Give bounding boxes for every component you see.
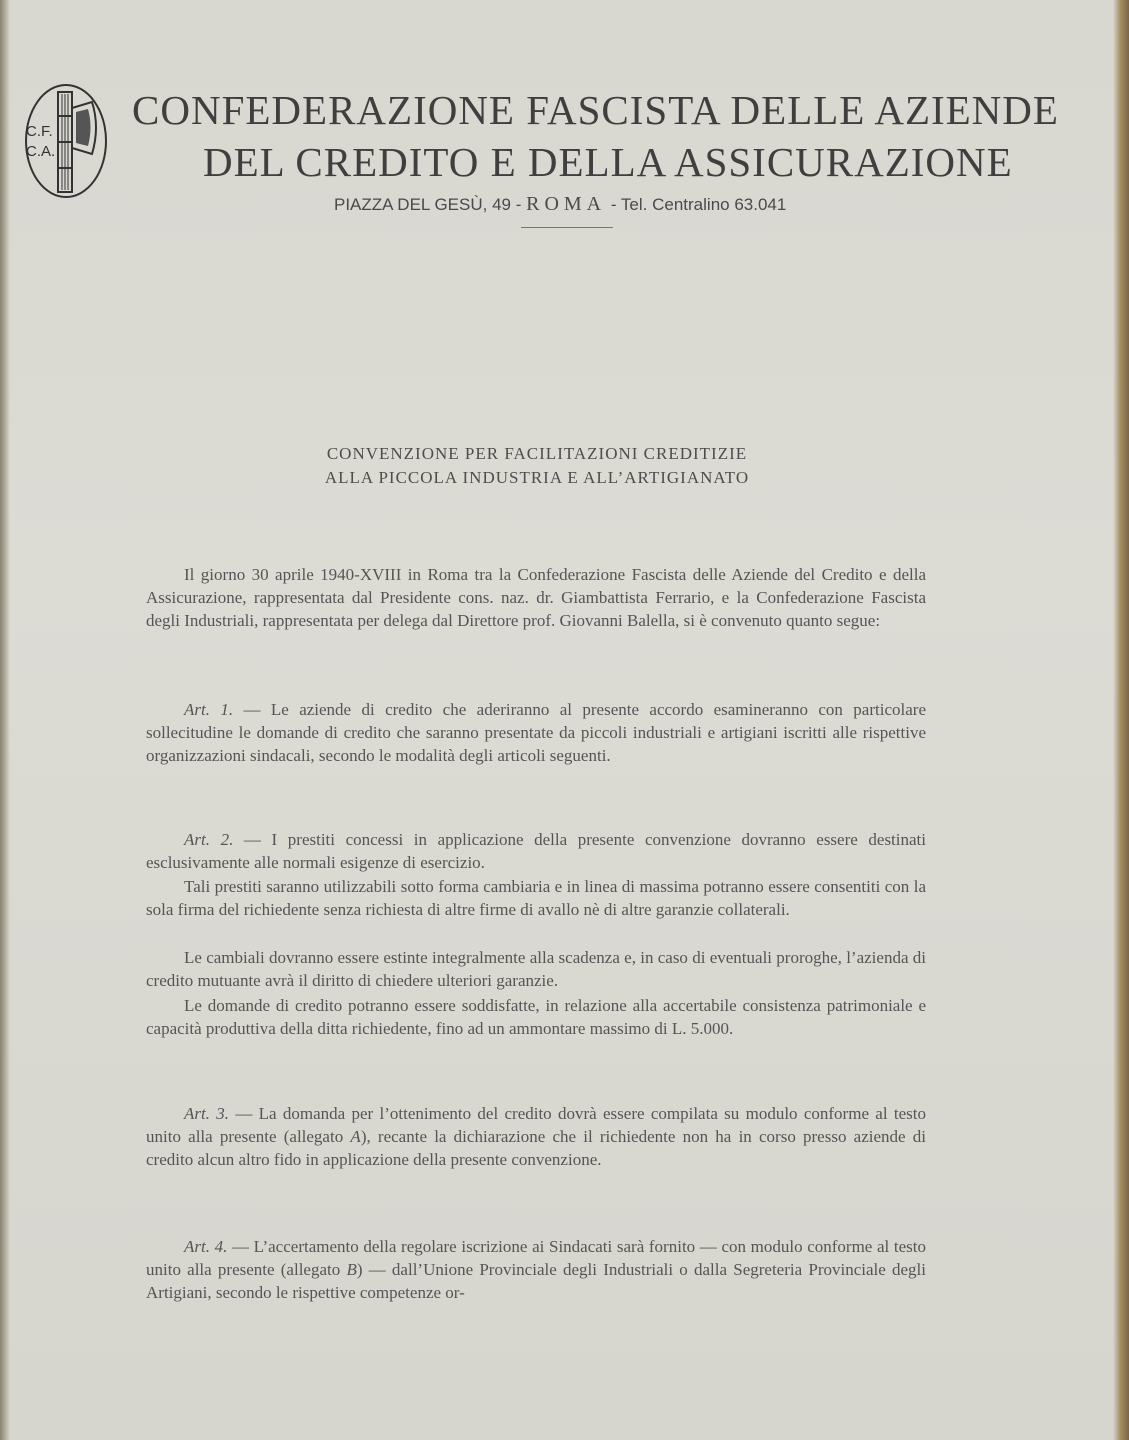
article-4-text-before: — L’accertamento della regolare iscrizione ai Sindacati sarà fornito — con modulo conforme al testo unito alla presente (allegato — [146, 1237, 926, 1279]
article-1 — [146, 698, 926, 767]
article-3-allegato: A — [350, 1127, 361, 1146]
letterhead-line-2: DEL CREDITO E DELLA ASSICURAZIONE — [203, 139, 1013, 185]
article-4 — [146, 1235, 926, 1304]
article-2-paragraph-3: Le cambiali dovranno essere estinte integralmente alla scadenza e, in caso di eventuali proroghe, l’azienda di credito mutuante avrà il diritto di chiedere ulteriori garanzie. — [146, 948, 926, 990]
article-4-text-after: ) — dall’Unione Provinciale degli Industriali o dalla Segreteria Provinciale degli Artigiani, secondo le rispettive competenze or- — [146, 1260, 926, 1302]
article-3 — [146, 1102, 926, 1171]
article-4-allegato: B — [346, 1260, 357, 1279]
address-street: PIAZZA DEL GESÙ, 49 - — [334, 195, 522, 214]
article-2-text: — I prestiti concessi in applicazione della presente convenzione dovranno essere destinati esclusivamente alle normali esigenze di esercizio. — [146, 830, 926, 872]
page-right-edge — [1113, 0, 1129, 1440]
logo-text-cf: C.F. — [26, 123, 53, 140]
article-3-text-before: — La domanda per l’ottenimento del credito dovrà essere compilata su modulo conforme al testo unito alla presente (allegato — [146, 1104, 926, 1146]
article-3-label: Art. 3. — [184, 1104, 230, 1123]
article-4-label: Art. 4. — [184, 1237, 228, 1256]
fasces-emblem-icon — [22, 82, 112, 200]
article-2-paragraph-4: Le domande di credito potranno essere soddisfatte, in relazione alla accertabile consistenza patrimoniale e capacità produttiva della ditta richiedente, fino ad un ammontare massimo di L. 5.000. — [146, 996, 926, 1038]
logo-text-ca: C.A. — [26, 143, 56, 160]
article-2-paragraph-1 — [146, 828, 926, 874]
letterhead-line-1: CONFEDERAZIONE FASCISTA DELLE AZIENDE — [132, 87, 1059, 133]
intro-paragraph: Il giorno 30 aprile 1940-XVIII in Roma tra la Confederazione Fascista delle Aziende del Credito e della Assicurazione, rappresentata dal Presidente cons. naz. dr. Giambattista Ferrario, e la Confederazione Fascista degli Industriali, rappresentata per delega dal Direttore prof. Giovanni Balella, si è convenuto quanto segue: — [146, 565, 926, 630]
article-2-paragraph-2: Tali prestiti saranno utilizzabili sotto forma cambiaria e in linea di massima potranno essere consentiti con la sola firma del richiedente senza richiesta di altre firme di avallo nè di altre garanzie collaterali. — [146, 877, 926, 919]
page-left-edge — [0, 0, 10, 1440]
article-2-label: Art. 2. — [184, 830, 234, 849]
confederation-logo — [22, 82, 112, 200]
letterhead-divider — [521, 227, 613, 228]
address-city: ROMA — [526, 193, 607, 215]
article-1-text: — Le aziende di credito che aderiranno al presente accordo esamineranno con particolare sollecitudine le domande di credito che saranno presentate da piccoli industriali e artigiani iscritti alle rispettive organizzazioni sindacali, secondo le modalità degli articoli seguenti. — [146, 700, 926, 765]
article-1-label: Art. 1. — [184, 700, 234, 719]
document-title-line-1: CONVENZIONE PER FACILITAZIONI CREDITIZIE — [326, 444, 748, 463]
article-3-text-after: ), recante la dichiarazione che il richiedente non ha in corso presso aziende di credito alcun altro fido in applicazione della presente convenzione. — [146, 1127, 926, 1169]
letterhead-address — [334, 193, 786, 216]
address-phone: - Tel. Centralino 63.041 — [610, 195, 787, 214]
document-title-line-2: ALLA PICCOLA INDUSTRIA E ALL’ARTIGIANATO — [324, 468, 750, 487]
